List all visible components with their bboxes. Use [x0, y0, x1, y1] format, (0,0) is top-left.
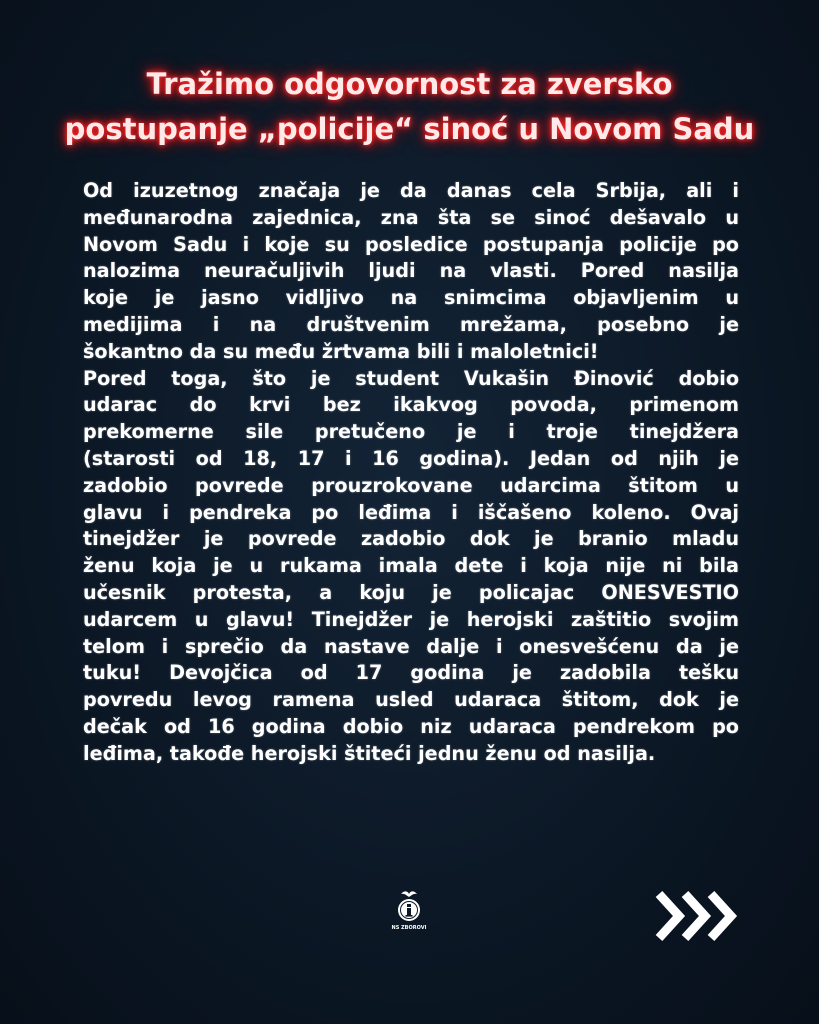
body-line: zadobio povrede prouzrokovane udarcima štitom u — [83, 473, 739, 497]
body-line: Pored toga, što je student Vukašin Đinović dobio — [83, 366, 739, 390]
logo-text: NS ZBOROVI — [391, 925, 427, 931]
body-line: Novom Sadu i koje su posledice postupanja policije po — [83, 232, 739, 256]
body-line: međunarodna zajednica, zna šta se sinoć dešavalo u — [83, 205, 739, 229]
body-line: medijima i na društvenim mrežama, posebno je — [83, 312, 739, 336]
body-line: povredu levog ramena usled udaraca štitom, dok je — [83, 688, 739, 712]
info-i-icon — [384, 888, 434, 924]
body-line: učesnik protesta, a koju je policajac ONESVESTIO — [83, 580, 739, 604]
body-line: nalozima neuračuljivih ljudi na vlasti. Pored nasilja — [83, 259, 739, 283]
body-line: (starosti od 18, 17 i 16 godina). Jedan od njih je — [83, 446, 739, 470]
post-title-line-2: postupanje „policije“ sinoć u Novom Sadu — [64, 112, 755, 146]
post-title-line-1: Tražimo odgovornost za zversko — [146, 67, 673, 101]
body-line: udarcem u glavu! Tinejdžer je herojski zaštitio svojim — [83, 607, 739, 631]
body-line: telom i sprečio da nastave dalje i onesvešćenu da je — [83, 634, 739, 658]
body-line: prekomerne sile pretučeno je i troje tinejdžera — [83, 420, 739, 444]
body-line: tuku! Devojčica od 17 godina je zadobila tešku — [83, 661, 739, 685]
triple-chevron-right-icon[interactable] — [655, 890, 739, 942]
post-title — [0, 62, 819, 152]
body-line: šokantno da su među žrtvama bili i maloletnici! — [83, 339, 599, 363]
body-line: tinejdžer je povrede zadobio dok je branio mladu — [83, 527, 739, 551]
body-line: ženu koja je u rukama imala dete i koja nije ni bila — [83, 554, 739, 578]
body-line: leđima, takođe herojski štiteći jednu ženu od nasilja. — [83, 741, 656, 765]
body-line: glavu i pendreka po leđima i iščašeno koleno. Ovaj — [83, 500, 739, 524]
body-line: koje je jasno vidljivo na snimcima objavljenim u — [83, 286, 739, 310]
body-line: dečak od 16 godina dobio niz udaraca pendrekom po — [83, 714, 739, 738]
post-body — [83, 178, 739, 768]
body-line: Od izuzetnog značaja je da danas cela Srbija, ali i — [83, 179, 739, 202]
ns-zborovi-logo — [384, 888, 434, 948]
body-line: udarac do krvi bez ikakvog povoda, primenom — [83, 393, 739, 417]
